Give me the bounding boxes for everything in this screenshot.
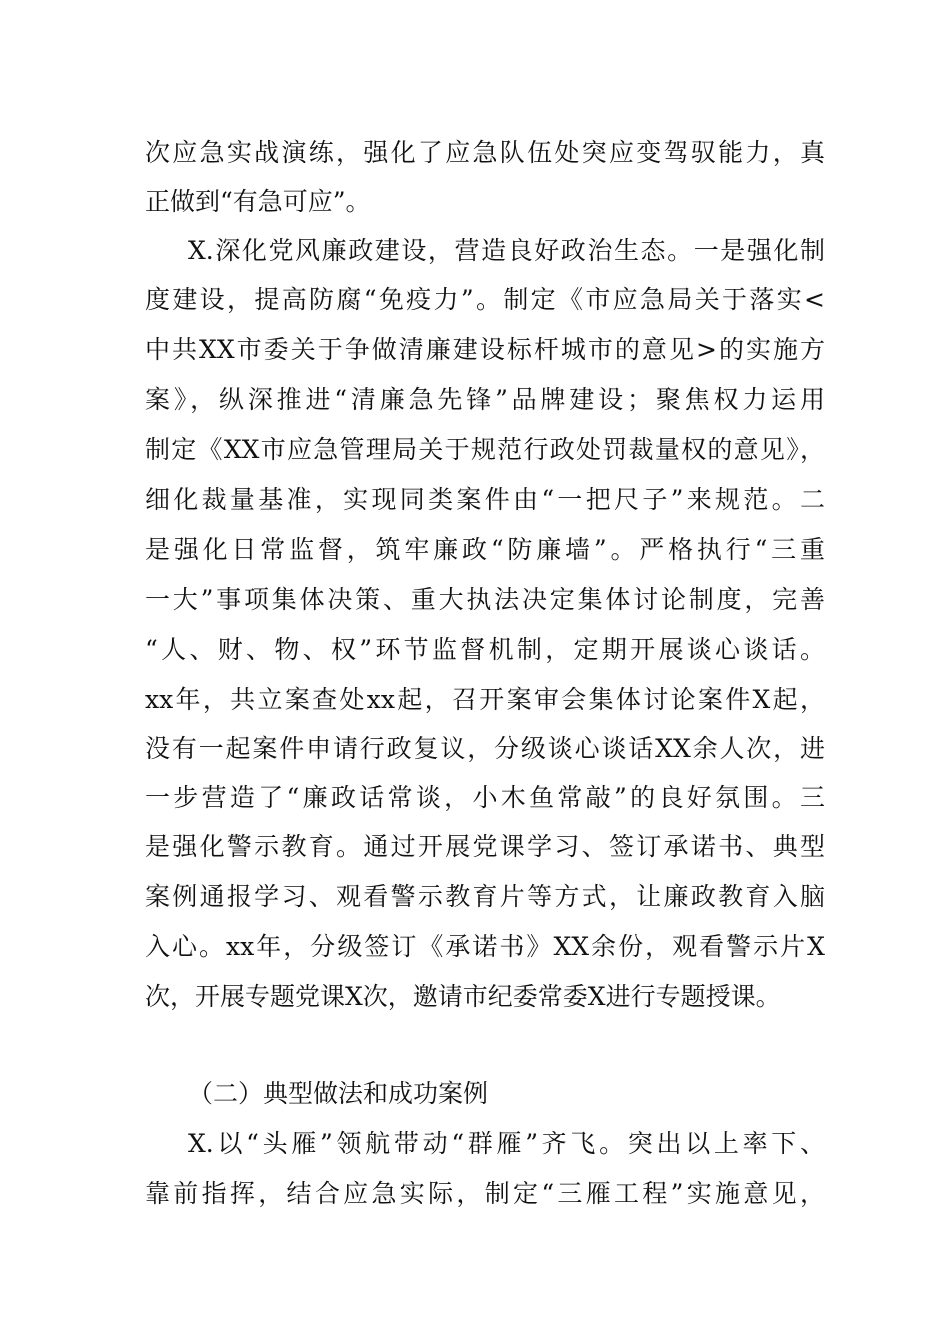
section-heading: （二）典型做法和成功案例 — [188, 1079, 489, 1108]
paragraph-first-line: X.深化党风廉政建设，营造良好政治生态。一是强化制 — [188, 236, 825, 265]
text-line: 是强化日常监督，筑牢廉政“防廉墙”。严格执行“三重 — [145, 535, 825, 564]
text-line: 案》，纵深推进“清廉急先锋”品牌建设；聚焦权力运用 — [145, 385, 825, 414]
text-line: 制定《XX市应急管理局关于规范行政处罚裁量权的意见》， — [145, 435, 825, 464]
text-line: 正做到“有急可应”。 — [145, 187, 371, 216]
text-line: 次应急实战演练，强化了应急队伍处突应变驾驭能力，真 — [145, 138, 825, 167]
text-line: 案例通报学习、观看警示教育片等方式，让廉政教育入脑 — [145, 882, 825, 911]
text-line: 细化裁量基准，实现同类案件由“一把尺子”来规范。二 — [145, 485, 825, 514]
text-line: 没有一起案件申请行政复议，分级谈心谈话XX余人次，进 — [145, 734, 825, 763]
text-line: 是强化警示教育。通过开展党课学习、签订承诺书、典型 — [145, 832, 825, 861]
text-line: “人、财、物、权”环节监督机制，定期开展谈心谈话。 — [145, 635, 825, 664]
text-line: 入心。xx年，分级签订《承诺书》XX余份，观看警示片X — [145, 932, 825, 961]
paragraph-first-line: X.以“头雁”领航带动“群雁”齐飞。突出以上率下、 — [188, 1129, 825, 1158]
text-line: 次，开展专题党课X次，邀请市纪委常委X进行专题授课。 — [145, 982, 781, 1011]
text-line: xx年，共立案查处xx起，召开案审会集体讨论案件X起， — [145, 685, 825, 714]
text-line: 中共XX市委关于争做清廉建设标杆城市的意见>的实施方 — [145, 335, 825, 364]
text-line: 一大”事项集体决策、重大执法决定集体讨论制度，完善 — [145, 585, 825, 614]
text-line: 一步营造了“廉政话常谈，小木鱼常敲”的良好氛围。三 — [145, 783, 825, 812]
text-line: 靠前指挥，结合应急实际，制定“三雁工程”实施意见， — [145, 1179, 825, 1208]
text-line: 度建设，提高防腐“免疫力”。制定《市应急局关于落实< — [145, 285, 825, 314]
